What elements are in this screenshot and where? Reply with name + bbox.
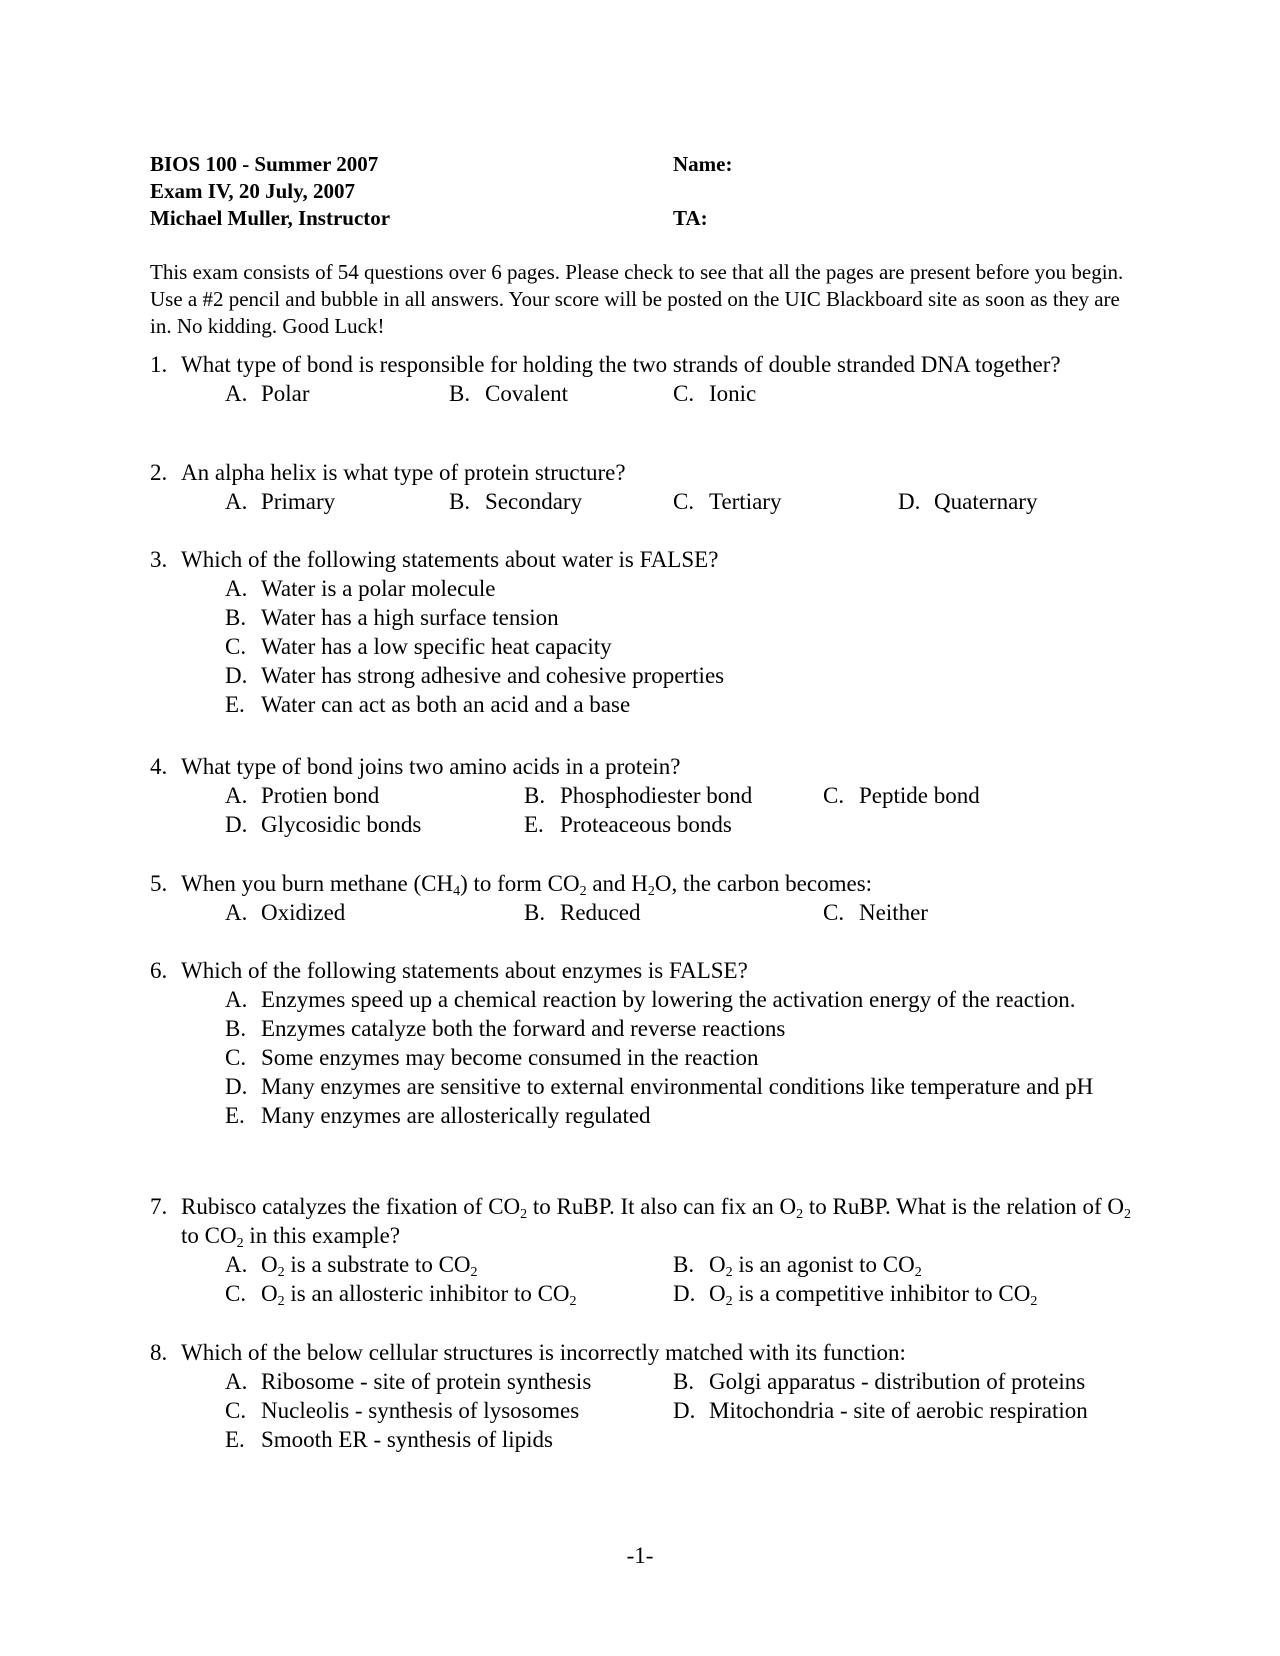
instructor-name: Michael Muller, Instructor	[150, 206, 391, 230]
answer-option: B. Phosphodiester bond	[524, 783, 753, 808]
question-8	[150, 1338, 1160, 1454]
answer-option: B. Reduced	[524, 900, 641, 925]
question-number: 8.	[150, 1340, 168, 1365]
exam-header-info	[150, 151, 390, 232]
question-text: Which of the below cellular structures is incorrectly matched with its function:	[181, 1340, 906, 1365]
answer-options	[225, 379, 1160, 408]
question-number: 2.	[150, 460, 168, 485]
answer-option: D. $O_2$ is a competitive inhibitor to $CO_2$	[673, 1281, 1038, 1309]
question-number: 6.	[150, 958, 168, 983]
answer-option: B. $O_2$ is an agonist to $CO_2$	[673, 1252, 922, 1280]
question-6	[150, 956, 1160, 1130]
page-number: -1-	[626, 1543, 654, 1568]
question-text: Which of the following statements about enzymes is FALSE?	[181, 958, 748, 983]
answer-option: C. Tertiary	[673, 489, 782, 514]
question-text: When you burn methane $(CH_4)$ to form $CO_2$ and $H_2O$, the carbon becomes:	[181, 871, 873, 899]
answer-options	[225, 1367, 1160, 1454]
question-number: 7.	[150, 1194, 168, 1219]
answer-option: B. Covalent	[449, 381, 569, 406]
answer-option: B. Water has a high surface tension	[225, 605, 559, 630]
exam-instructions: This exam consists of 54 questions over 6 pages. Please check to see that all the pages are present before you begin. Use a #2 pencil and bubble in all answers. Your score will be posted on the UIC Blackboard site as soon as they are in. No kidding. Good Luck!	[150, 260, 1124, 338]
exam-date: Exam IV, 20 July, 2007	[150, 179, 355, 203]
answer-option: E. Water can act as both an acid and a base	[225, 692, 631, 717]
answer-options	[225, 985, 1160, 1130]
question-number: 4.	[150, 754, 168, 779]
answer-option: C. $O_2$ is an allosteric inhibitor to $CO_2$	[225, 1281, 577, 1309]
answer-option: E. Smooth ER - synthesis of lipids	[225, 1427, 553, 1452]
ta-label: TA:	[673, 206, 708, 230]
answer-option: A. Protien bond	[225, 783, 380, 808]
student-info-fields	[673, 151, 732, 232]
answer-option: D. Many enzymes are sensitive to external environmental conditions like temperature and pH	[225, 1074, 1094, 1099]
answer-option: D. Water has strong adhesive and cohesive properties	[225, 663, 725, 688]
question-number: 1.	[150, 352, 168, 377]
answer-option: C. Nucleolis - synthesis of lysosomes	[225, 1398, 580, 1423]
answer-option: D. Glycosidic bonds	[225, 812, 422, 837]
answer-option: D. Quaternary	[898, 489, 1038, 514]
answer-option: A. Ribosome - site of protein synthesis	[225, 1369, 592, 1394]
answer-option: C. Ionic	[673, 381, 757, 406]
answer-option: C. Water has a low specific heat capacity	[225, 634, 612, 659]
answer-option: B. Golgi apparatus - distribution of proteins	[673, 1369, 1086, 1394]
question-text: An alpha helix is what type of protein structure?	[181, 460, 626, 485]
answer-option: D. Mitochondria - site of aerobic respiration	[673, 1398, 1088, 1423]
question-4	[150, 752, 1160, 839]
question-7	[150, 1192, 1160, 1308]
question-text: What type of bond is responsible for holding the two strands of double stranded DNA together?	[181, 352, 1061, 377]
answer-options	[225, 487, 1160, 516]
name-label: Name:	[673, 152, 733, 176]
answer-option: A. Water is a polar molecule	[225, 576, 496, 601]
question-1	[150, 350, 1160, 408]
answer-option: C. Neither	[823, 900, 928, 925]
question-text: Which of the following statements about water is FALSE?	[181, 547, 719, 572]
answer-option: B. Secondary	[449, 489, 583, 514]
answer-options	[225, 898, 1160, 927]
question-text: What type of bond joins two amino acids in a protein?	[181, 754, 681, 779]
answer-option: A. $O_2$ is a substrate to $CO_2$	[225, 1252, 478, 1280]
question-2	[150, 458, 1160, 516]
question-5	[150, 869, 1160, 927]
answer-option: A. Oxidized	[225, 900, 346, 925]
question-number: 5.	[150, 871, 168, 896]
answer-option: B. Enzymes catalyze both the forward and reverse reactions	[225, 1016, 786, 1041]
question-text: Rubisco catalyzes the fixation of $CO_2$ to RuBP. It also can fix an $O_2$ to RuBP. What is the relation of $O_2$ to $CO_2$ in this example?	[181, 1194, 1132, 1251]
answer-option: A. Enzymes speed up a chemical reaction by lowering the activation energy of the reaction.	[225, 987, 1076, 1012]
answer-options	[225, 781, 1160, 839]
answer-options	[225, 1250, 1160, 1308]
course-title: BIOS 100 - Summer 2007	[150, 152, 379, 176]
answer-option: A. Polar	[225, 381, 310, 406]
answer-option: C. Peptide bond	[823, 783, 980, 808]
answer-option: A. Primary	[225, 489, 336, 514]
question-3	[150, 545, 1160, 719]
answer-option: E. Many enzymes are allosterically regulated	[225, 1103, 651, 1128]
question-number: 3.	[150, 547, 168, 572]
answer-options	[225, 574, 1160, 719]
answer-option: C. Some enzymes may become consumed in the reaction	[225, 1045, 759, 1070]
answer-option: E. Proteaceous bonds	[524, 812, 732, 837]
